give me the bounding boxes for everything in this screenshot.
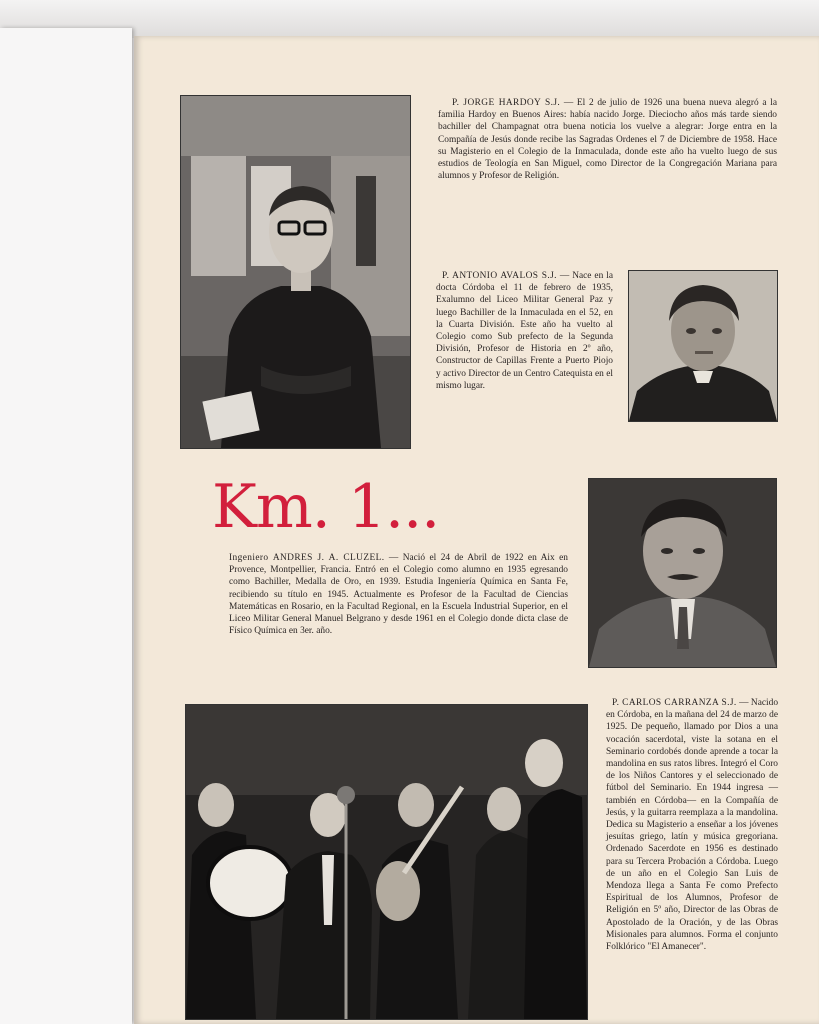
article-antonio-avalos (436, 270, 613, 392)
body-carlos-carranza: — Nacido en Córdoba, en la mañana del 24 de marzo de 1925. De pequeño, llamado por Dios a una vocación sacerdotal, viste la sotana en el Seminario cordobés donde aprende a tocar la mandolina en sus ratos libres. Integró el Coro de los Niños Cantores y el seleccionado de fútbol del Seminario. En 1944 ingresa —también en Córdoba— en la Compañía de Jesús, y la guitarra reemplaza a la mandolina. Dedica su Magisterio a enseñar a los jóvenes jesuítas griego, latín y música gregoriana. Ordenado Sacerdote en 1956 es destinado para su Tercera Probación a Córdoba. Luego de un año en el Colegio San Luis de Mendoza llega a Santa Fe como Prefecto Espiritual de los Alumnos, Profesor de Religión en 5º año, Director de las Obras de Apostolado de la Oración, y de las Obras Misionales para alumnos. Forma el conjunto Folklórico "El Amanecer". (606, 698, 779, 953)
headline: Km. 1... (212, 472, 440, 542)
name-carlos-carranza: P. CARLOS CARRANZA S.J. (612, 698, 737, 708)
photo-jorge-hardoy (180, 95, 411, 449)
facing-page-edge (0, 28, 132, 1024)
photo-antonio-avalos (628, 270, 778, 422)
article-carlos-carranza (606, 697, 778, 953)
name-jorge-hardoy: P. JORGE HARDOY S.J. (452, 98, 561, 108)
name-antonio-avalos: P. ANTONIO AVALOS S.J. (442, 271, 557, 281)
article-jorge-hardoy (438, 97, 777, 182)
name-andres-cluzel: Ingeniero ANDRES J. A. CLUZEL. (229, 553, 385, 563)
body-antonio-avalos: — Nace en la docta Córdoba el 11 de febrero de 1935, Exalumno del Liceo Militar General Paz y luego Bachiller de la Inmaculada en el 52, en la Cuarta División. Este año ha vuelto al Colegio como Sub prefecto de la Segunda División, Profesor de Historia en 2º año, Constructor de Capillas Frente a Puerto Piojo y activo Director de un Centro Catequista en el mismo lugar. (436, 271, 613, 391)
body-jorge-hardoy: — El 2 de julio de 1926 una buena nueva alegró a la familia Hardoy en Buenos Aires: había nacido Jorge. Dieciocho años más tarde siendo bachiller del Champagnat otra buena noticia los vuelve a alegrar: Jorge entra en la Compañía de Jesús donde recibe las Sagradas Ordenes el 7 de Diciembre de 1958. Hace su Magisterio en el Colegio de la Inmaculada, donde este año ha vuelto luego de sus estudios de Teología en San Miguel, como Director de la Congregación Mariana para alumnos y Profesor de Religión. (438, 98, 778, 182)
article-andres-cluzel (229, 552, 568, 637)
photo-andres-cluzel (588, 478, 777, 668)
body-andres-cluzel: — Nació el 24 de Abril de 1922 en Aix en Provence, Montpellier, Francia. Entró en el Colegio como alumno en 1935 egresando como Bachiller, Medalla de Oro, en 1939. Estudia Ingeniería Química en Santa Fe, recibiendo su título en 1945. Actualmente es Profesor de la Facultad de Ciencias Matemáticas en Rosario, en la Facultad Regional, en la Escuela Industrial Superior, en el Liceo Militar General Manuel Belgrano y desde 1961 en el Colegio donde dicta clase de Físico Química en 3er. año. (229, 553, 568, 637)
photo-folk-group (185, 704, 588, 1020)
